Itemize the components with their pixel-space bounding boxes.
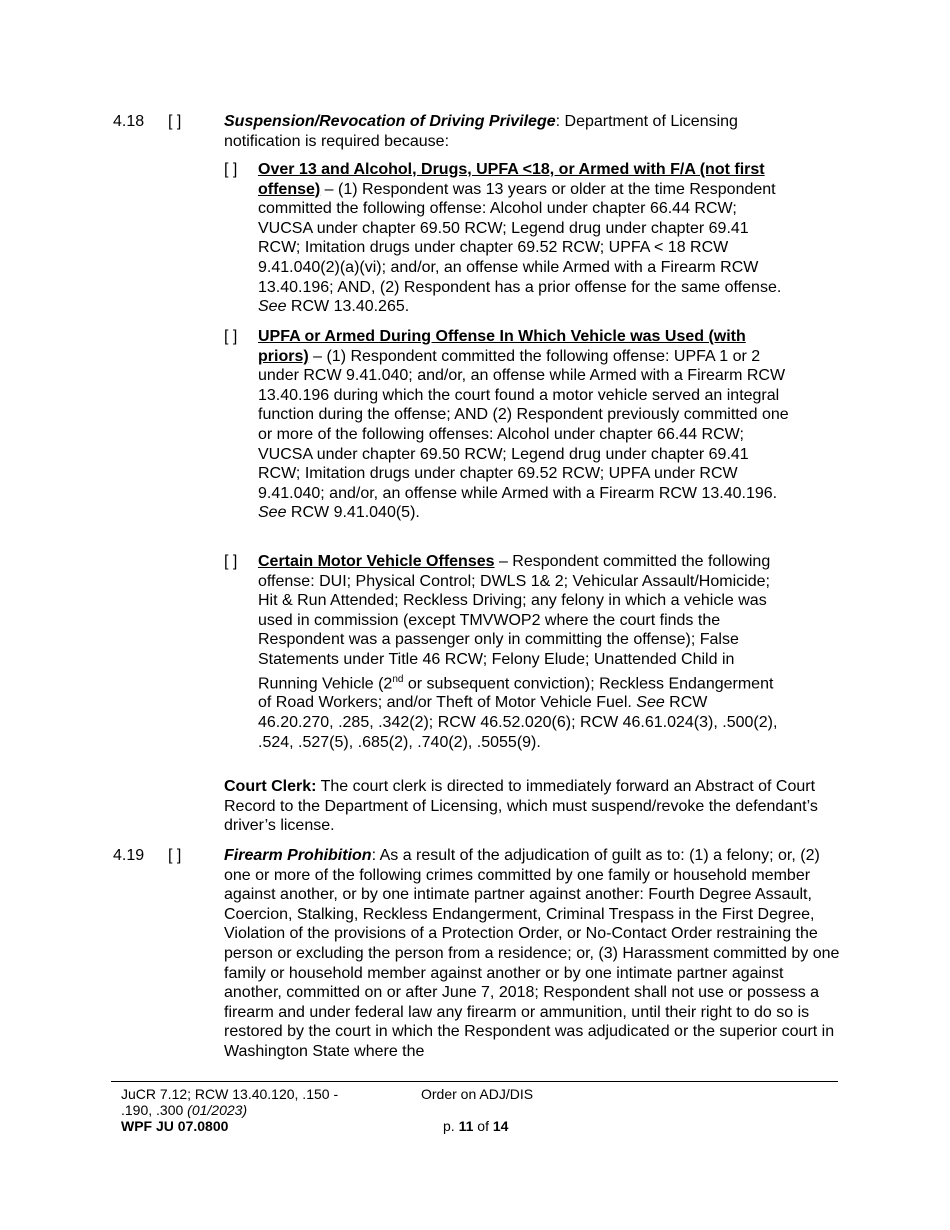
option-citation: RCW 46.20.270, .285, .342(2); RCW 46.52.020(6); RCW 46.61.024(3), .500(2), .524, .527(5), .685(2), .740(2), .5055(9). (258, 694, 778, 751)
section-intro-text: : Department of Licensing notification is required because: (224, 113, 738, 150)
option-body: – (1) Respondent committed the following offense: UPFA 1 or 2 under RCW 9.41.040; and/or, an offense while Armed with a Firearm RCW 13.40.196 during which the court found a motor vehicle served an integral function during the offense; AND (2) Respondent previously committed one or more of the following offenses: Alcohol under chapter 66.44 RCW; VUCSA under chapter 69.50 RCW; Legend drug under chapter 69.41 RCW; Imitation drugs under chapter 69.52 RCW; UPFA under RCW 9.41.040; and/or, an offense while Armed with a Firearm RCW 13.40.196. (258, 347, 789, 502)
option-citation: RCW 9.41.040(5). (286, 504, 420, 522)
option-heading: Over 13 and Alcohol, Drugs, UPFA <18, or Armed with F/A (not first offense) (258, 161, 765, 198)
option-checkbox-1[interactable]: [ ] (224, 161, 238, 178)
option-checkbox-3[interactable]: [ ] (224, 553, 238, 570)
ordinal-suffix: nd (392, 673, 404, 685)
footer-citation (121, 1086, 381, 1134)
footer-title: Order on ADJ/DIS (421, 1086, 534, 1102)
footer-rule (111, 1081, 838, 1082)
option-heading: Certain Motor Vehicle Offenses (258, 553, 495, 570)
footer-rule-line1: JuCR 7.12; RCW 13.40.120, .150 - (121, 1086, 339, 1102)
section-checkbox-4-19[interactable]: [ ] (168, 847, 182, 864)
section-number-4-19: 4.19 (113, 847, 145, 864)
option-3-text (258, 552, 780, 752)
option-citation: RCW 13.40.265. (286, 298, 410, 316)
court-clerk-label: Court Clerk: (224, 778, 317, 795)
option-1-text (258, 160, 790, 317)
section-4-19-text (224, 846, 840, 1062)
option-heading: UPFA or Armed During Offense In Which Vehicle was Used (with priors) (258, 328, 746, 365)
section-title: Firearm Prohibition (224, 847, 372, 864)
footer-page-number: p. 11 of 14 (443, 1118, 509, 1134)
see-reference: See (258, 504, 287, 522)
footer-rule-date: (01/2023) (187, 1102, 248, 1118)
option-body-cont: or subsequent conviction); Reckless Endangerment of Road Workers; and/or Theft of Motor Vehicle Fuel. (258, 674, 774, 712)
option-checkbox-2[interactable]: [ ] (224, 328, 238, 345)
total-pages: 14 (492, 1118, 509, 1134)
option-body: – Respondent committed the following offense: DUI; Physical Control; DWLS 1& 2; Vehicular Assault/Homicide; Hit & Run Attended; Reckless Driving; any felony in which a vehicle was used in commission (except TMVWOP2 where the court finds the Respondent was a passenger only in committing the offense); False Statements under Title 46 RCW; Felony Elude; Unattended Child in Running Vehicle (2 (258, 553, 771, 692)
court-clerk-text: The court clerk is directed to immediately forward an Abstract of Court Record to the Department of Licensing, which must suspend/revoke the defendant’s driver’s license. (224, 778, 818, 835)
footer-form-id: WPF JU 07.0800 (121, 1118, 229, 1134)
section-4-18-intro (224, 112, 814, 151)
section-body: : As a result of the adjudication of guilt as to: (1) a felony; or, (2) one or more of the following crimes committed by one family or household member against another, or by one intimate partner against another: Fourth Degree Assault, Coercion, Stalking, Reckless Endangerment, Criminal Trespass in the First Degree, Violation of the provisions of a Protection Order, or No-Contact Order restraining the person or excluding the person from a residence; or, (3) Harassment committed by one family or household member against another or by one intimate partner against another, committed on or after June 7, 2018; Respondent shall not use or possess a firearm and under federal law any firearm or ammunition, until their right to do so is restored by the court in which the Respondent was adjudicated or the superior court in Washington State where the (224, 847, 840, 1060)
section-number-4-18: 4.18 (113, 113, 145, 130)
section-checkbox-4-18[interactable]: [ ] (168, 113, 182, 130)
see-reference: See (636, 694, 665, 712)
footer-rule-line2: .190, .300 (01/2023) (121, 1102, 248, 1118)
option-body: – (1) Respondent was 13 years or older at the time Respondent committed the following offense: Alcohol under chapter 66.44 RCW; VUCSA under chapter 69.50 RCW; Legend drug under chapter 69.41 RCW; Imitation drugs under chapter 69.52 RCW; UPFA < 18 RCW 9.41.040(2)(a)(vi); and/or, an offense while Armed with a Firearm RCW 13.40.196; AND, (2) Respondent has a prior offense for the same offense. (258, 180, 782, 296)
current-page: 11 (458, 1118, 474, 1134)
court-clerk-instruction (224, 777, 820, 836)
option-2-text (258, 327, 790, 523)
section-title: Suspension/Revocation of Driving Privilege (224, 113, 556, 130)
see-reference: See (258, 298, 287, 316)
